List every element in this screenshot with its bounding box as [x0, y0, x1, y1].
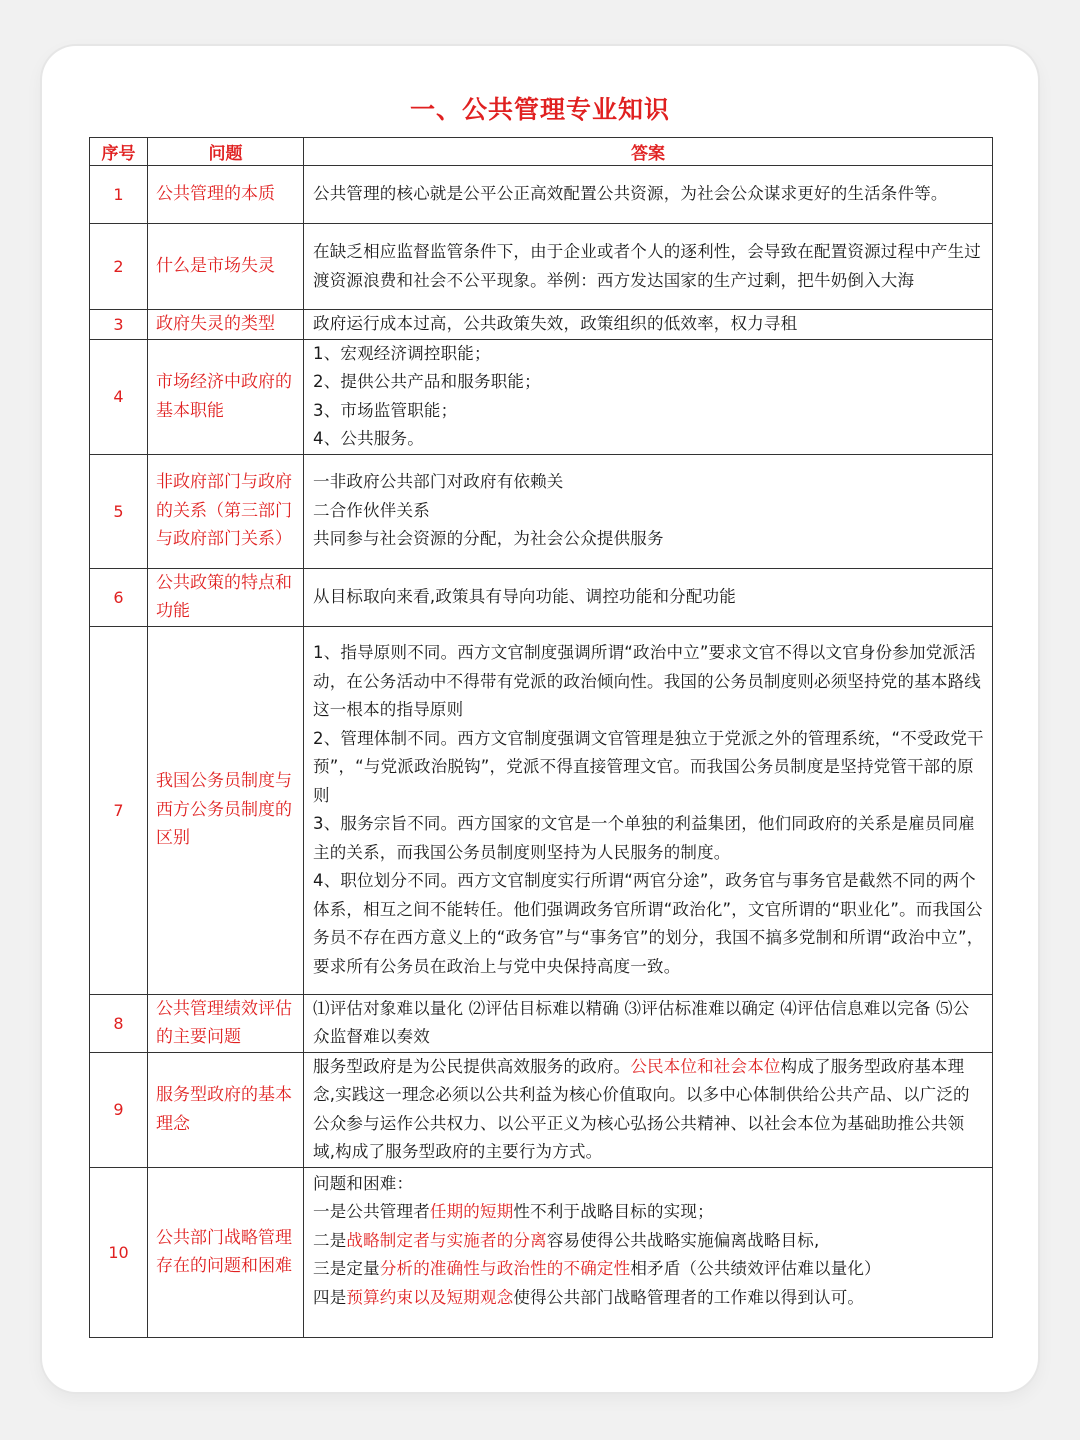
- row-question: 公共管理的本质: [148, 166, 304, 224]
- answer-line: 二合作伙伴关系: [313, 500, 430, 520]
- row-num: 10: [90, 1167, 148, 1337]
- header-answer: 答案: [304, 138, 993, 166]
- header-num: 序号: [90, 138, 148, 166]
- answer-text: 容易使得公共战略实施偏离战略目标,: [546, 1230, 820, 1250]
- answer-line: 一非政府公共部门对政府有依赖关: [313, 472, 564, 492]
- row-answer: [304, 454, 993, 568]
- answer-line: [313, 1227, 984, 1256]
- table-row: [90, 166, 993, 224]
- page-title: 一、公共管理专业知识: [409, 95, 670, 124]
- answer-line: 1、指导原则不同。西方文官制度强调所谓“政治中立”要求文官不得以文官身份参加党派活动，在公务活动中不得带有党派的政治倾向性。我国的公务员制度则必须坚持党的基本路线这一根本的指导原则: [313, 643, 981, 719]
- row-answer: [304, 1167, 993, 1337]
- answer-text: 性不利于战略目标的实现；: [513, 1202, 714, 1221]
- answer-highlight: 公民本位和社会本位: [630, 1056, 781, 1076]
- row-question: 政府失灵的类型: [148, 310, 304, 340]
- row-answer: [304, 626, 993, 994]
- table-row: [90, 626, 993, 994]
- row-num: 5: [90, 454, 148, 568]
- answer-line: 问题和困难：: [313, 1173, 414, 1193]
- answer-text: 构成了服务型政府基本理念,实践这一理念必须以公共利益为核心价值取向。以多中心体制供给公共产品、以广泛的公众参与运作公共权力、以公平正义为核心弘扬公共精神、以社会本位为基础助推公共领域,构成了服务型政府的主要行为方式。: [313, 1056, 970, 1161]
- answer-line: 4、职位划分不同。西方文官制度实行所谓“两官分途”，政务官与事务官是截然不同的两个体系，相互之间不能转任。他们强调政务官所谓“政治化”，文官所谓的“职业化”。而我国公务员不存在西方意义上的“政务官”与“事务官”的划分，我国不搞多党制和所谓“政治中立”，要求所有公务员在政治上与党中央保持高度一致。: [313, 871, 984, 976]
- knowledge-table: [89, 137, 993, 1338]
- answer-line: 3、服务宗旨不同。西方国家的文官是一个单独的利益集团，他们同政府的关系是雇员同雇主的关系，而我国公务员制度则坚持为人民服务的制度。: [313, 814, 975, 862]
- answer-highlight: 预算约束以及短期观念: [346, 1287, 514, 1307]
- answer-line: 4、公共服务。: [313, 429, 424, 448]
- row-num: 4: [90, 339, 148, 454]
- answer-line: 共同参与社会资源的分配，为社会公众提供服务: [313, 529, 664, 549]
- row-question: 非政府部门与政府的关系（第三部门与政府部门关系）: [148, 454, 304, 568]
- row-num: 1: [90, 166, 148, 224]
- row-num: 9: [90, 1052, 148, 1167]
- table-row: [90, 1052, 993, 1167]
- row-question: 公共部门战略管理存在的问题和困难: [148, 1167, 304, 1337]
- answer-line: 3、市场监管职能；: [313, 400, 458, 420]
- answer-text: 一是公共管理者: [313, 1202, 430, 1221]
- answer-line: [313, 1255, 984, 1284]
- table-row: [90, 994, 993, 1052]
- row-question: 公共管理绩效评估的主要问题: [148, 994, 304, 1052]
- answer-text: 四是: [313, 1287, 347, 1307]
- row-question: 什么是市场失灵: [148, 224, 304, 310]
- row-answer: 政府运行成本过高，公共政策失效，政策组织的低效率，权力寻租: [304, 310, 993, 340]
- row-num: 6: [90, 568, 148, 626]
- table-row: [90, 1167, 993, 1337]
- table-header-row: [90, 138, 993, 166]
- row-answer: ⑴评估对象难以量化 ⑵评估目标难以精确 ⑶评估标准难以确定 ⑷评估信息难以完备 ⑸公众监督难以奏效: [304, 994, 993, 1052]
- answer-highlight: 战略制定者与实施者的分离: [346, 1230, 547, 1250]
- answer-text: 服务型政府是为公民提供高效服务的政府。: [313, 1056, 631, 1076]
- row-question: 服务型政府的基本理念: [148, 1052, 304, 1167]
- row-answer: 公共管理的核心就是公平公正高效配置公共资源，为社会公众谋求更好的生活条件等。: [304, 166, 993, 224]
- row-num: 2: [90, 224, 148, 310]
- row-num: 3: [90, 310, 148, 340]
- table-row: [90, 224, 993, 310]
- row-question: 我国公务员制度与西方公务员制度的区别: [148, 626, 304, 994]
- answer-line: 2、管理体制不同。西方文官制度强调文官管理是独立于党派之外的管理系统，“不受政党干预”，“与党派政治脱钩”，党派不得直接管理文官。而我国公务员制度是坚持党管干部的原则: [313, 728, 984, 805]
- answer-text: 使得公共部门战略管理者的工作难以得到认可。: [513, 1287, 865, 1307]
- answer-line: 1、宏观经济调控职能；: [313, 343, 491, 363]
- answer-line: 2、提供公共产品和服务职能；: [313, 372, 541, 391]
- header-question: 问题: [148, 138, 304, 166]
- answer-text: 三是定量: [313, 1259, 380, 1278]
- table-row: [90, 454, 993, 568]
- row-question: 公共政策的特点和功能: [148, 568, 304, 626]
- row-answer: 从目标取向来看,政策具有导向功能、调控功能和分配功能: [304, 568, 993, 626]
- table-row: [90, 310, 993, 340]
- row-num: 8: [90, 994, 148, 1052]
- answer-line: [313, 1198, 984, 1227]
- row-answer: 在缺乏相应监督监管条件下，由于企业或者个人的逐利性，会导致在配置资源过程中产生过渡资源浪费和社会不公平现象。举例：西方发达国家的生产过剩，把牛奶倒入大海: [304, 224, 993, 310]
- answer-line: [313, 1284, 984, 1313]
- table-row: [90, 339, 993, 454]
- row-answer: [304, 339, 993, 454]
- row-answer: [304, 1052, 993, 1167]
- table-row: [90, 568, 993, 626]
- row-num: 7: [90, 626, 148, 994]
- answer-highlight: 分析的准确性与政治性的不确定性: [379, 1259, 631, 1278]
- answer-text: 二是: [313, 1230, 347, 1250]
- row-question: 市场经济中政府的基本职能: [148, 339, 304, 454]
- answer-highlight: 任期的短期: [429, 1202, 514, 1221]
- answer-text: 相矛盾（公共绩效评估难以量化）: [630, 1259, 881, 1278]
